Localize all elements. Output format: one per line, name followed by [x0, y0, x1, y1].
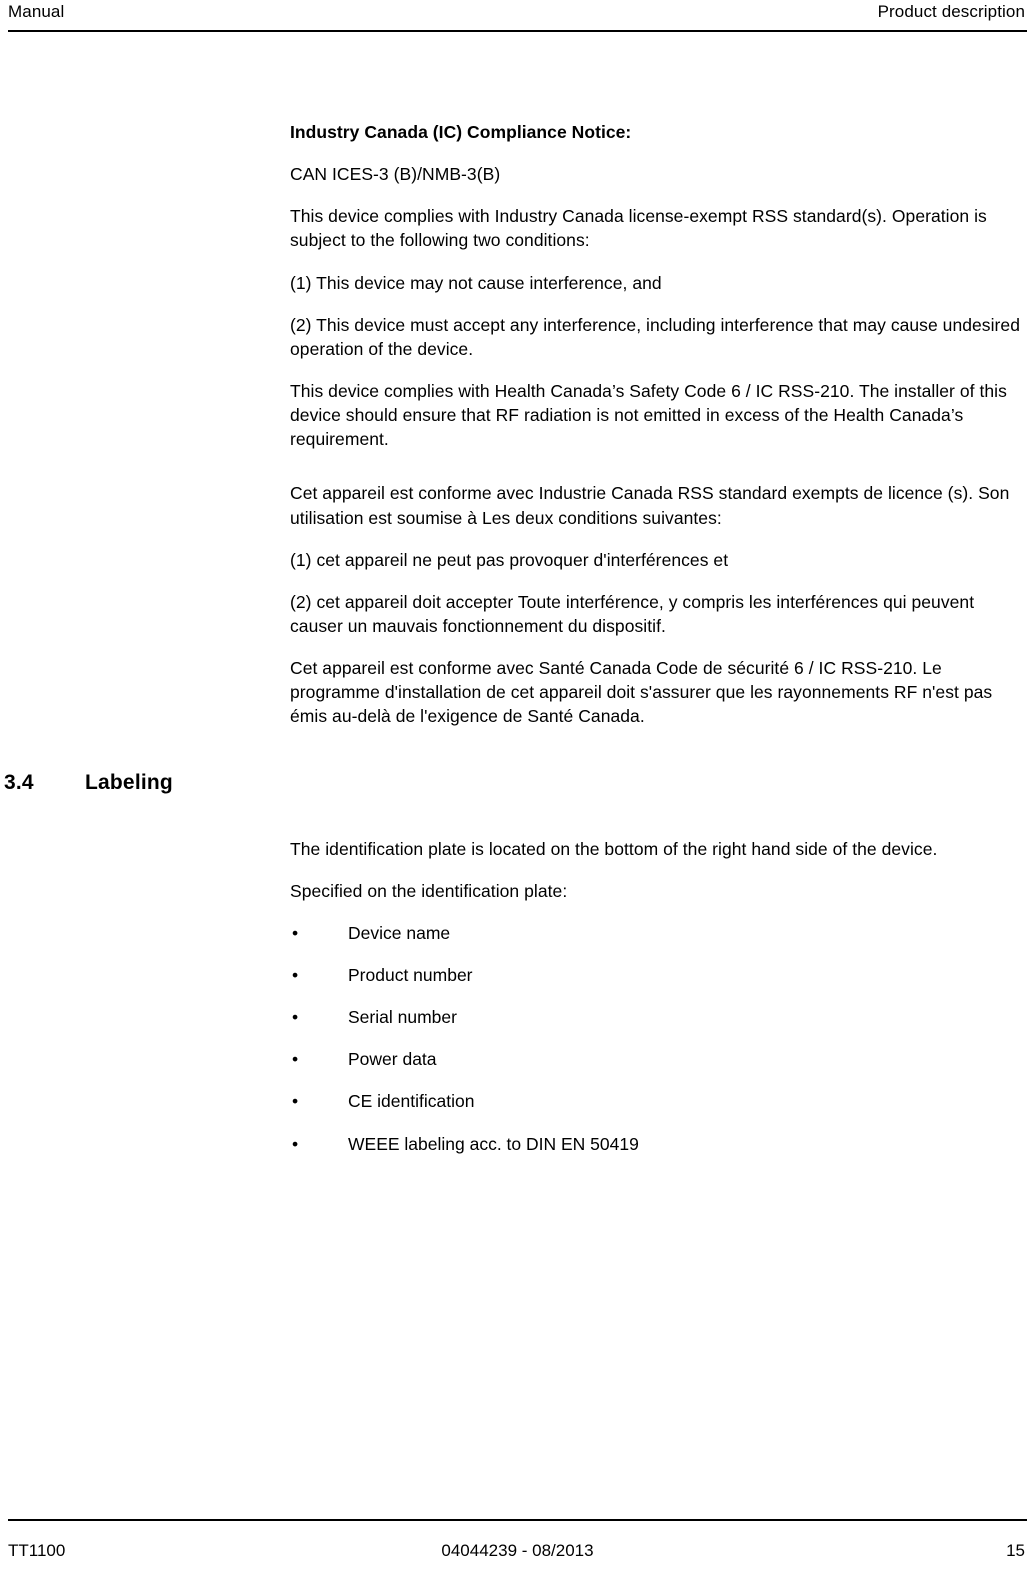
compliance-paragraph-fr-2: (1) cet appareil ne peut pas provoquer d'interférences et [290, 549, 729, 570]
bullet-icon: • [292, 1133, 299, 1154]
list-item [290, 921, 1020, 945]
header-document-type: Manual [8, 2, 65, 21]
labeling-bullet-list [290, 921, 1020, 1156]
header-divider [8, 30, 1027, 32]
list-item-label: Product number [348, 964, 473, 985]
list-item [290, 1005, 1020, 1029]
compliance-paragraph-en-4: (2) This device must accept any interference, including interference that may cause undesired operation of the device. [290, 314, 1020, 359]
list-item [290, 963, 1020, 987]
bullet-icon: • [292, 964, 299, 985]
footer-document-number: 04044239 - 08/2013 [441, 1541, 594, 1560]
list-item-label: WEEE labeling acc. to DIN EN 50419 [348, 1133, 639, 1154]
bullet-icon: • [292, 922, 299, 943]
section-heading-labeling [0, 771, 1035, 801]
compliance-paragraph-en-3: (1) This device may not cause interference, and [290, 272, 662, 293]
footer-page-number: 15 [1006, 1541, 1025, 1560]
list-item [290, 1047, 1020, 1071]
bullet-icon: • [292, 1091, 299, 1112]
list-item [290, 1089, 1020, 1113]
compliance-paragraph-en-5: This device complies with Health Canada’s Safety Code 6 / IC RSS-210. The installer of this device should ensure that RF radiation is not emitted in excess of the Health Canada’s requirement. [290, 380, 1007, 450]
list-item-label: Device name [348, 922, 451, 943]
labeling-paragraph-2: Specified on the identification plate: [290, 880, 568, 901]
list-item-label: CE identification [348, 1091, 475, 1112]
list-item-label: Serial number [348, 1007, 457, 1028]
labeling-paragraph-1: The identification plate is located on the bottom of the right hand side of the device. [290, 838, 938, 859]
page-content [0, 120, 1035, 1174]
header-chapter-title: Product description [877, 2, 1025, 21]
compliance-paragraph-en-2: This device complies with Industry Canada license-exempt RSS standard(s). Operation is subject to the following two conditions: [290, 206, 987, 251]
section-number: 3.4 [4, 770, 34, 794]
compliance-block [290, 120, 1020, 729]
bullet-icon: • [292, 1007, 299, 1028]
compliance-paragraph-fr-4: Cet appareil est conforme avec Santé Canada Code de sécurité 6 / IC RSS-210. Le programme d'installation de cet appareil doit s'assurer que les rayonnements RF n'est pas émis au-delà de l'exigence de Santé Canada. [290, 658, 993, 727]
compliance-paragraph-en-1: CAN ICES-3 (B)/NMB-3(B) [290, 164, 501, 185]
labeling-block [290, 837, 1020, 1156]
list-item [290, 1132, 1020, 1156]
footer-divider [8, 1519, 1027, 1521]
compliance-heading: Industry Canada (IC) Compliance Notice: [290, 122, 632, 142]
footer-product-id: TT1100 [8, 1541, 66, 1560]
section-title: Labeling [85, 770, 173, 794]
page-header [0, 0, 1035, 34]
compliance-paragraph-fr-1: Cet appareil est conforme avec Industrie Canada RSS standard exempts de licence (s). Son utilisation est soumise à Les deux conditions suivantes: [290, 483, 1010, 528]
compliance-paragraph-fr-3: (2) cet appareil doit accepter Toute interférence, y compris les interférences qui peuvent causer un mauvais fonctionnement du dispositif. [290, 591, 975, 636]
list-item-label: Power data [348, 1049, 437, 1070]
bullet-icon: • [292, 1049, 299, 1070]
